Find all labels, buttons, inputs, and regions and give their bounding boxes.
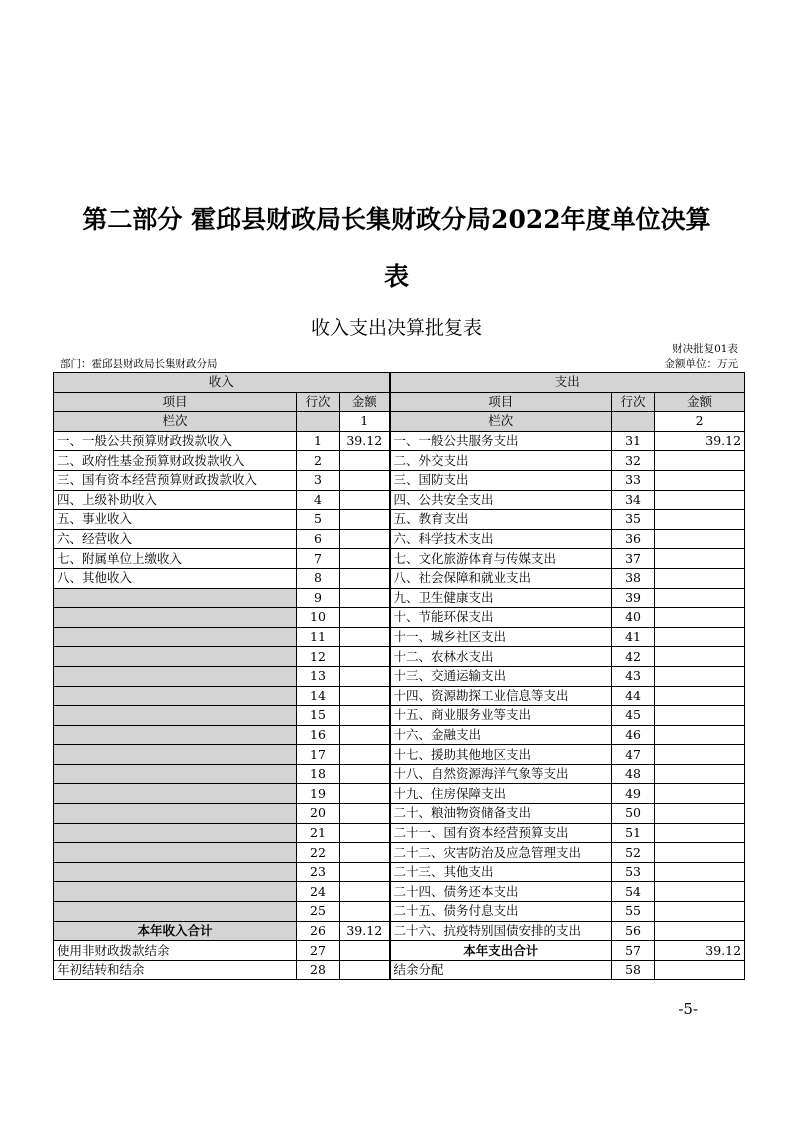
expense-row-number: 58 xyxy=(612,960,655,980)
income-row-number: 7 xyxy=(297,549,340,569)
expense-amount xyxy=(655,647,745,667)
income-row-number: 22 xyxy=(297,843,340,863)
expense-item-label: 二十六、抗疫特别国债安排的支出 xyxy=(390,921,612,941)
unit-label: 金额单位：万元 xyxy=(664,358,738,370)
expense-header: 支出 xyxy=(390,373,745,393)
expense-item-label: 二十二、灾害防治及应急管理支出 xyxy=(390,843,612,863)
expense-row-number: 34 xyxy=(612,490,655,510)
expense-item-label: 六、科学技术支出 xyxy=(390,529,612,549)
income-row-number: 5 xyxy=(297,510,340,530)
expense-amount xyxy=(655,960,745,980)
income-item-label: 五、事业收入 xyxy=(54,510,297,530)
income-amount: 39.12 xyxy=(340,431,390,451)
table-row xyxy=(54,843,745,863)
income-amount xyxy=(340,882,390,902)
expense-row-number: 54 xyxy=(612,882,655,902)
table-row xyxy=(54,588,745,608)
income-item-label xyxy=(54,647,297,667)
income-amount xyxy=(340,529,390,549)
income-row-number: 19 xyxy=(297,784,340,804)
expense-amount xyxy=(655,823,745,843)
income-amount xyxy=(340,941,390,961)
expense-amount xyxy=(655,764,745,784)
income-item-label: 一、一般公共预算财政拨款收入 xyxy=(54,431,297,451)
column-header-row xyxy=(54,392,745,412)
income-row-number: 2 xyxy=(297,451,340,471)
income-amount-header: 金额 xyxy=(340,392,390,412)
expense-row-number: 57 xyxy=(612,941,655,961)
expense-row-number: 49 xyxy=(612,784,655,804)
income-row-number: 13 xyxy=(297,666,340,686)
income-row-number: 23 xyxy=(297,862,340,882)
income-amount xyxy=(340,784,390,804)
expense-amount xyxy=(655,549,745,569)
expense-amount xyxy=(655,568,745,588)
income-row-number: 17 xyxy=(297,745,340,765)
expense-amount: 39.12 xyxy=(655,431,745,451)
expense-item-label: 二十五、债务付息支出 xyxy=(390,902,612,922)
income-amount xyxy=(340,490,390,510)
department-label: 部门：霍邱县财政局长集财政分局 xyxy=(60,358,218,370)
income-item-label xyxy=(54,706,297,726)
expense-amount xyxy=(655,882,745,902)
income-item-label xyxy=(54,666,297,686)
expense-row-number: 31 xyxy=(612,431,655,451)
income-row-number: 4 xyxy=(297,490,340,510)
income-amount xyxy=(340,666,390,686)
income-item-label xyxy=(54,764,297,784)
expense-row-number: 32 xyxy=(612,451,655,471)
table-row xyxy=(54,451,745,471)
expense-col-label: 栏次 xyxy=(390,412,612,432)
income-item-label: 年初结转和结余 xyxy=(54,960,297,980)
page-number: -5- xyxy=(678,1000,698,1018)
expense-amount xyxy=(655,843,745,863)
income-item-label: 四、上级补助收入 xyxy=(54,490,297,510)
table-row xyxy=(54,882,745,902)
expense-amount xyxy=(655,510,745,530)
expense-row-number: 38 xyxy=(612,568,655,588)
expense-row-number: 36 xyxy=(612,529,655,549)
income-amount xyxy=(340,843,390,863)
expense-item-label: 二十一、国有资本经营预算支出 xyxy=(390,823,612,843)
income-item-label xyxy=(54,862,297,882)
table-row xyxy=(54,862,745,882)
income-amount xyxy=(340,470,390,490)
income-col-label: 栏次 xyxy=(54,412,297,432)
income-amount xyxy=(340,902,390,922)
income-row-number: 8 xyxy=(297,568,340,588)
expense-item-label: 十九、住房保障支出 xyxy=(390,784,612,804)
expense-row-number: 51 xyxy=(612,823,655,843)
income-item-label xyxy=(54,588,297,608)
income-rowno-header: 行次 xyxy=(297,392,340,412)
expense-amount xyxy=(655,608,745,628)
income-row-number: 24 xyxy=(297,882,340,902)
table-row xyxy=(54,960,745,980)
income-row-number: 20 xyxy=(297,804,340,824)
expense-item-label: 十一、城乡社区支出 xyxy=(390,627,612,647)
income-item-label xyxy=(54,784,297,804)
income-amount xyxy=(340,862,390,882)
income-row-number: 16 xyxy=(297,725,340,745)
income-row-number: 9 xyxy=(297,588,340,608)
expense-item-label: 十八、自然资源海洋气象等支出 xyxy=(390,764,612,784)
income-amount xyxy=(340,686,390,706)
income-row-number: 3 xyxy=(297,470,340,490)
expense-item-label: 本年支出合计 xyxy=(390,941,612,961)
expense-row-number: 43 xyxy=(612,666,655,686)
expense-row-number: 39 xyxy=(612,588,655,608)
table-row xyxy=(54,666,745,686)
income-amount xyxy=(340,608,390,628)
table-row xyxy=(54,706,745,726)
income-item-label: 本年收入合计 xyxy=(54,921,297,941)
expense-row-number: 45 xyxy=(612,706,655,726)
income-row-number: 12 xyxy=(297,647,340,667)
income-item-label: 二、政府性基金预算财政拨款收入 xyxy=(54,451,297,471)
table-row xyxy=(54,764,745,784)
income-item-label xyxy=(54,882,297,902)
expense-item-label: 五、教育支出 xyxy=(390,510,612,530)
expense-amount-header: 金额 xyxy=(655,392,745,412)
expense-row-number: 37 xyxy=(612,549,655,569)
income-amount xyxy=(340,588,390,608)
expense-item-label: 二十四、债务还本支出 xyxy=(390,882,612,902)
expense-row-number: 33 xyxy=(612,470,655,490)
income-row-number: 25 xyxy=(297,902,340,922)
table-row xyxy=(54,804,745,824)
expense-item-label: 八、社会保障和就业支出 xyxy=(390,568,612,588)
income-amount xyxy=(340,823,390,843)
income-row-number: 27 xyxy=(297,941,340,961)
expense-amount xyxy=(655,686,745,706)
expense-item-label: 二、外交支出 xyxy=(390,451,612,471)
budget-table xyxy=(53,372,745,980)
income-col-index: 1 xyxy=(340,412,390,432)
expense-amount xyxy=(655,529,745,549)
page-title: 第二部分 霍邱县财政局长集财政分局2022年度单位决算 xyxy=(82,205,711,234)
income-item-label xyxy=(54,804,297,824)
expense-amount xyxy=(655,470,745,490)
expense-amount xyxy=(655,804,745,824)
table-row xyxy=(54,510,745,530)
expense-row-number: 53 xyxy=(612,862,655,882)
form-number: 财决批复01表 xyxy=(672,343,738,355)
expense-amount xyxy=(655,451,745,471)
expense-amount xyxy=(655,725,745,745)
expense-amount xyxy=(655,784,745,804)
table-row xyxy=(54,529,745,549)
income-amount xyxy=(340,706,390,726)
expense-row-number: 40 xyxy=(612,608,655,628)
income-amount xyxy=(340,627,390,647)
income-header: 收入 xyxy=(54,373,390,393)
expense-row-number: 50 xyxy=(612,804,655,824)
income-col-blank xyxy=(297,412,340,432)
income-amount xyxy=(340,745,390,765)
income-amount xyxy=(340,451,390,471)
income-item-label xyxy=(54,608,297,628)
expense-row-number: 55 xyxy=(612,902,655,922)
income-item-label: 三、国有资本经营预算财政拨款收入 xyxy=(54,470,297,490)
income-item-label xyxy=(54,745,297,765)
expense-row-number: 42 xyxy=(612,647,655,667)
table-row xyxy=(54,902,745,922)
expense-row-number: 52 xyxy=(612,843,655,863)
expense-item-label: 十六、金融支出 xyxy=(390,725,612,745)
table-row xyxy=(54,921,745,941)
expense-item-label: 结余分配 xyxy=(390,960,612,980)
table-row xyxy=(54,627,745,647)
column-index-row xyxy=(54,412,745,432)
income-amount xyxy=(340,804,390,824)
expense-item-label: 一、一般公共服务支出 xyxy=(390,431,612,451)
income-item-label xyxy=(54,725,297,745)
expense-item-label: 九、卫生健康支出 xyxy=(390,588,612,608)
page-title-continued: 表 xyxy=(383,262,409,291)
expense-item-label: 四、公共安全支出 xyxy=(390,490,612,510)
income-row-number: 28 xyxy=(297,960,340,980)
expense-amount xyxy=(655,745,745,765)
expense-item-label: 二十、粮油物资储备支出 xyxy=(390,804,612,824)
table-row xyxy=(54,784,745,804)
income-row-number: 18 xyxy=(297,764,340,784)
expense-item-label: 十五、商业服务业等支出 xyxy=(390,706,612,726)
income-item-label xyxy=(54,823,297,843)
income-amount xyxy=(340,764,390,784)
income-row-number: 15 xyxy=(297,706,340,726)
expense-amount xyxy=(655,666,745,686)
income-amount xyxy=(340,647,390,667)
expense-rowno-header: 行次 xyxy=(612,392,655,412)
income-row-number: 11 xyxy=(297,627,340,647)
expense-row-number: 48 xyxy=(612,764,655,784)
income-row-number: 6 xyxy=(297,529,340,549)
expense-amount: 39.12 xyxy=(655,941,745,961)
income-item-label: 六、经营收入 xyxy=(54,529,297,549)
table-row xyxy=(54,431,745,451)
expense-row-number: 46 xyxy=(612,725,655,745)
income-item-label: 使用非财政拨款结余 xyxy=(54,941,297,961)
expense-col-blank xyxy=(612,412,655,432)
table-title: 收入支出决算批复表 xyxy=(310,317,482,339)
expense-col-index: 2 xyxy=(655,412,745,432)
expense-row-number: 47 xyxy=(612,745,655,765)
expense-row-number: 56 xyxy=(612,921,655,941)
table-row xyxy=(54,549,745,569)
income-row-number: 10 xyxy=(297,608,340,628)
expense-amount xyxy=(655,627,745,647)
expense-item-label: 十三、交通运输支出 xyxy=(390,666,612,686)
table-row xyxy=(54,823,745,843)
section-header-row xyxy=(54,373,745,393)
expense-item-label: 七、文化旅游体育与传媒支出 xyxy=(390,549,612,569)
expense-amount xyxy=(655,862,745,882)
expense-amount xyxy=(655,706,745,726)
table-row xyxy=(54,725,745,745)
table-row xyxy=(54,470,745,490)
income-amount xyxy=(340,725,390,745)
income-item-label xyxy=(54,627,297,647)
expense-amount xyxy=(655,902,745,922)
table-row xyxy=(54,941,745,961)
income-item-label xyxy=(54,843,297,863)
expense-item-label: 三、国防支出 xyxy=(390,470,612,490)
table-row xyxy=(54,686,745,706)
income-amount xyxy=(340,549,390,569)
income-item-label xyxy=(54,686,297,706)
income-row-number: 26 xyxy=(297,921,340,941)
expense-item-label: 十四、资源勘探工业信息等支出 xyxy=(390,686,612,706)
income-item-label xyxy=(54,902,297,922)
expense-row-number: 41 xyxy=(612,627,655,647)
expense-item-label: 十七、援助其他地区支出 xyxy=(390,745,612,765)
expense-amount xyxy=(655,490,745,510)
table-row xyxy=(54,647,745,667)
expense-row-number: 35 xyxy=(612,510,655,530)
income-amount xyxy=(340,568,390,588)
table-row xyxy=(54,745,745,765)
expense-item-header: 项目 xyxy=(390,392,612,412)
expense-amount xyxy=(655,921,745,941)
income-amount xyxy=(340,960,390,980)
income-item-header: 项目 xyxy=(54,392,297,412)
table-row xyxy=(54,608,745,628)
expense-item-label: 十、节能环保支出 xyxy=(390,608,612,628)
income-item-label: 七、附属单位上缴收入 xyxy=(54,549,297,569)
income-amount xyxy=(340,510,390,530)
expense-amount xyxy=(655,588,745,608)
expense-item-label: 十二、农林水支出 xyxy=(390,647,612,667)
income-amount: 39.12 xyxy=(340,921,390,941)
income-row-number: 1 xyxy=(297,431,340,451)
expense-item-label: 二十三、其他支出 xyxy=(390,862,612,882)
income-row-number: 21 xyxy=(297,823,340,843)
income-row-number: 14 xyxy=(297,686,340,706)
table-row xyxy=(54,490,745,510)
expense-row-number: 44 xyxy=(612,686,655,706)
income-item-label: 八、其他收入 xyxy=(54,568,297,588)
table-row xyxy=(54,568,745,588)
